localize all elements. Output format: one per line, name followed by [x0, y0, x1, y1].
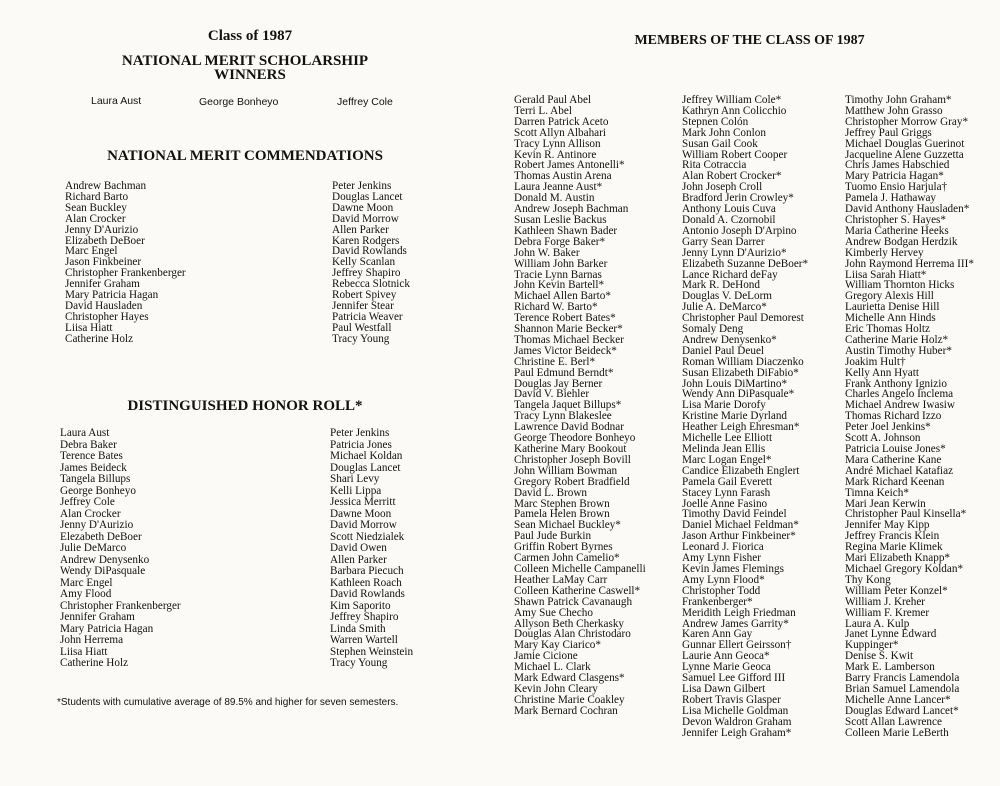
- name-entry: Liisa Hiatt: [60, 645, 108, 658]
- name-entry: Liisa Hiatt: [65, 321, 113, 334]
- name-entry: Antonio Joseph D'Arpino: [682, 224, 797, 237]
- name-entry: Debra Baker: [60, 438, 117, 451]
- name-entry: Julie A. DeMarco*: [682, 301, 767, 314]
- name-entry: Julie DeMarco: [60, 542, 127, 555]
- name-entry: Tracy Young: [332, 332, 390, 345]
- name-entry: Eric Thomas Holtz: [845, 323, 930, 336]
- name-entry: Mark E. Lamberson: [845, 661, 935, 674]
- members-column-3: [845, 95, 974, 738]
- name-entry: Tracie Lynn Barnas: [514, 268, 602, 281]
- name-entry: Liisa Sarah Hiatt*: [845, 268, 927, 281]
- name-entry: Janet Lynne Edward: [845, 628, 937, 641]
- name-entry: Melinda Jean Ellis: [682, 443, 766, 455]
- name-entry: Mark R. DeHond: [682, 279, 760, 292]
- name-entry: John W. Baker: [514, 246, 580, 259]
- name-entry: Patricia Jones: [330, 438, 392, 451]
- name-entry: Devon Waldron Graham: [682, 715, 792, 728]
- name-entry: David V. Biehler: [514, 388, 590, 401]
- name-entry: Douglas V. DeLorm: [682, 290, 773, 303]
- name-entry: William Peter Konzel*: [845, 584, 948, 597]
- name-entry: Paul Westfall: [332, 321, 392, 334]
- name-entry: Kathryn Ann Colicchio: [682, 104, 787, 117]
- name-entry: Allen Parker: [330, 553, 387, 566]
- name-entry: Thomas Austin Arena: [514, 170, 612, 183]
- name-entry: Somaly Deng: [682, 323, 744, 336]
- name-entry: David Morrow: [332, 212, 399, 225]
- name-entry: Laurie Ann Geoca*: [682, 650, 770, 663]
- name-entry: Michael Allen Barto*: [514, 290, 611, 303]
- name-entry: Alan Crocker: [65, 212, 126, 225]
- name-entry: Daniel Michael Feldman*: [682, 519, 799, 532]
- name-entry: Marc Engel: [60, 576, 113, 589]
- name-entry: Christopher Paul Kinsella*: [845, 508, 967, 521]
- name-entry: Lisa Marie Dorofy: [682, 399, 766, 412]
- name-entry: David Rowlands: [330, 588, 405, 601]
- name-entry: Douglas Edward Lancet*: [845, 704, 959, 717]
- name-entry: Gregory Alexis Hill: [845, 290, 934, 303]
- name-entry: Marc Stephen Brown: [514, 497, 610, 510]
- name-entry: Joelle Anne Fasino: [682, 497, 768, 510]
- name-entry: Lawrence David Bodnar: [514, 421, 624, 434]
- name-entry: Anthony Louis Cuva: [682, 203, 776, 216]
- name-entry: Marc Engel: [65, 245, 118, 258]
- name-entry: Dawne Moon: [330, 507, 392, 520]
- name-entry: Scott Allan Lawrence: [845, 715, 942, 728]
- name-entry: Allen Parker: [332, 223, 389, 236]
- name-entry: Shawn Patrick Cavanaugh: [514, 595, 633, 608]
- name-entry: John Raymond Herrema III*: [845, 257, 974, 270]
- name-entry: Jenny Lynn D'Aurizio*: [682, 246, 787, 259]
- name-entry: Kuppinger*: [845, 639, 899, 652]
- name-entry: Daniel Paul Deuel: [682, 344, 765, 357]
- name-entry: Michael Koldan: [330, 450, 403, 463]
- name-entry: David Owen: [330, 542, 387, 555]
- name-entry: Thomas Richard Izzo: [845, 410, 942, 423]
- name-entry: Douglas Lancet: [330, 461, 401, 474]
- name-entry: Paul Jude Burkin: [514, 530, 592, 543]
- name-entry: Mari Jean Kerwin: [845, 497, 926, 510]
- name-entry: John Louis DiMartino*: [682, 377, 788, 390]
- name-entry: Scott A. Johnson: [845, 432, 921, 445]
- name-entry: Marc Logan Engel*: [682, 453, 772, 466]
- name-entry: Mara Catherine Kane: [845, 453, 942, 466]
- name-entry: Jason Arthur Finkbeiner*: [682, 530, 796, 543]
- name-entry: Amy Flood: [60, 588, 112, 601]
- name-entry: Sean Michael Buckley*: [514, 519, 621, 532]
- name-entry: Mary Patricia Hagan: [65, 289, 159, 302]
- name-entry: Robert James Antonelli*: [514, 159, 625, 172]
- name-entry: Tracy Lynn Allison: [514, 137, 601, 150]
- name-entry: Thy Kong: [845, 573, 891, 586]
- winner-1: Laura Aust: [91, 95, 142, 107]
- name-entry: James Victor Beideck*: [514, 344, 617, 357]
- name-entry: Kimberly Hervey: [845, 246, 924, 259]
- name-entry: Tracy Young: [330, 657, 388, 670]
- name-entry: Lisa Dawn Gilbert: [682, 682, 766, 695]
- name-entry: Jeffrey Shapiro: [330, 611, 399, 624]
- name-entry: Mari Elizabeth Knapp*: [845, 552, 951, 565]
- merit-title-line2: WINNERS: [214, 67, 286, 83]
- name-entry: Maria Catherine Heeks: [845, 224, 949, 237]
- name-entry: Gerald Paul Abel: [514, 94, 592, 106]
- name-entry: Douglas Jay Berner: [514, 377, 603, 390]
- name-entry: Wendy Ann DiPasquale*: [682, 388, 795, 401]
- name-entry: John Joseph Croll: [682, 181, 763, 194]
- name-entry: Shari Levy: [330, 473, 380, 486]
- honor-roll-column-1: [60, 428, 181, 670]
- members-title: MEMBERS OF THE CLASS OF 1987: [634, 33, 865, 48]
- name-entry: David L. Brown: [514, 486, 588, 499]
- name-entry: Michael L. Clark: [514, 661, 591, 674]
- name-entry: Tracy Lynn Blakeslee: [514, 410, 612, 423]
- name-entry: Susan Elizabeth DiFabio*: [682, 366, 799, 379]
- name-entry: Richard W. Barto*: [514, 301, 598, 314]
- name-entry: Susan Gail Cook: [682, 137, 758, 150]
- name-entry: Barry Francis Lamendola: [845, 672, 960, 685]
- name-entry: Andrew Joseph Bachman: [514, 203, 629, 216]
- name-entry: Colleen Katherine Caswell*: [514, 584, 641, 597]
- name-entry: Leonard J. Fiorica: [682, 541, 764, 554]
- name-entry: Denise S. Kwit: [845, 650, 914, 663]
- name-entry: Thomas Michael Becker: [514, 333, 624, 346]
- name-entry: Kevin R. Antinore: [514, 148, 597, 161]
- name-entry: Jacqueline Alene Guzzetta: [845, 148, 964, 161]
- name-entry: Jeffrey William Cole*: [682, 94, 782, 106]
- name-entry: Laura Aust: [60, 427, 110, 439]
- name-entry: Christopher Frankenberger: [65, 267, 186, 280]
- name-entry: Allyson Beth Cherkasky: [514, 617, 625, 630]
- name-entry: Shannon Marie Becker*: [514, 323, 623, 336]
- name-entry: William J. Kreher: [845, 595, 926, 608]
- name-entry: Katherine Mary Bookout: [514, 443, 627, 455]
- name-entry: Tuomo Ensio Harjula†: [845, 181, 948, 194]
- name-entry: Pamela Gail Everett: [682, 475, 773, 488]
- honor-roll-title: DISTINGUISHED HONOR ROLL*: [127, 398, 363, 414]
- name-entry: Timothy David Feindel: [682, 508, 787, 521]
- name-entry: Andrew James Garrity*: [682, 617, 789, 630]
- name-entry: Christopher Paul Demorest: [682, 312, 804, 325]
- name-entry: Terence Bates: [60, 450, 123, 463]
- name-entry: Gregory Robert Bradfield: [514, 475, 630, 488]
- name-entry: Gunnar Ellert Geirsson†: [682, 639, 792, 652]
- name-entry: Andrew Denysenko*: [682, 333, 777, 346]
- name-entry: Christopher Hayes: [65, 310, 149, 323]
- winner-2: George Bonheyo: [199, 96, 279, 108]
- name-entry: Timothy John Graham*: [845, 94, 952, 106]
- name-entry: Laura A. Kulp: [845, 617, 910, 630]
- name-entry: Christopher Joseph Bovill: [514, 453, 631, 466]
- name-entry: Andrew Bachman: [65, 180, 147, 192]
- name-entry: Christopher Frankenberger: [60, 599, 181, 612]
- name-entry: Timna Keich*: [845, 486, 909, 499]
- name-entry: Amy Lynn Flood*: [682, 573, 765, 586]
- name-entry: William John Barker: [514, 257, 608, 270]
- name-entry: Lisa Michelle Goldman: [682, 704, 789, 717]
- footnote: *Students with cumulative average of 89.5% and higher for seven semesters.: [57, 697, 399, 708]
- name-entry: Terence Robert Bates*: [514, 312, 616, 325]
- name-entry: Jenny D'Aurizio: [60, 519, 134, 532]
- name-entry: Stacey Lynn Farash: [682, 486, 771, 499]
- honor-roll-column-2: [330, 428, 413, 670]
- name-entry: Jeffrey Paul Griggs: [845, 126, 932, 139]
- name-entry: Jason Finkbeiner: [65, 256, 142, 269]
- name-entry: Alan Robert Crocker*: [682, 170, 782, 183]
- name-entry: Christine E. Berl*: [514, 355, 596, 368]
- name-entry: Jenny D'Aurizio: [65, 223, 139, 236]
- name-entry: David Hausladen: [65, 299, 143, 312]
- name-entry: Samuel Lee Gifford III: [682, 672, 786, 685]
- name-entry: Dawne Moon: [332, 201, 394, 214]
- name-entry: Pamela Helen Brown: [514, 508, 610, 521]
- name-entry: Michelle Ann Hinds: [845, 312, 936, 325]
- name-entry: Darren Patrick Aceto: [514, 115, 609, 128]
- name-entry: Frankenberger*: [682, 595, 753, 608]
- name-entry: Linda Smith: [330, 622, 386, 635]
- name-entry: Stephen Weinstein: [330, 645, 414, 658]
- name-entry: Heather Leigh Ehresman*: [682, 421, 800, 434]
- name-entry: Elizabeth Suzanne DeBoer*: [682, 257, 809, 270]
- name-entry: Michelle Anne Lancer*: [845, 693, 951, 706]
- name-entry: Kevin James Flemings: [682, 562, 784, 575]
- name-entry: Andrew Denysenko: [60, 553, 150, 566]
- name-entry: Mark Richard Keenan: [845, 475, 945, 488]
- name-entry: John Kevin Bartell*: [514, 279, 605, 292]
- name-entry: Chris James Habschied: [845, 159, 950, 172]
- name-entry: Rita Cotraccia: [682, 159, 747, 172]
- members-column-2: [682, 95, 808, 738]
- name-entry: Warren Wartell: [330, 634, 398, 647]
- name-entry: Michael Gregory Koldan*: [845, 562, 964, 575]
- name-entry: Jennifer Leigh Graham*: [682, 726, 792, 739]
- name-entry: Carmen John Camelio*: [514, 552, 620, 565]
- name-entry: William Thornton Hicks: [845, 279, 955, 292]
- name-entry: John William Bowman: [514, 464, 618, 477]
- name-entry: Mary Patricia Hagan*: [845, 170, 944, 183]
- name-entry: Griffin Robert Byrnes: [514, 541, 613, 554]
- name-entry: Kelly Scanlan: [332, 256, 396, 269]
- name-entry: Candice Elizabeth Englert: [682, 464, 800, 477]
- name-entry: Scott Niedzialek: [330, 530, 405, 543]
- name-entry: Michael Andrew Iwasiw: [845, 399, 955, 412]
- name-entry: Donald A. Czornobil: [682, 213, 776, 226]
- name-entry: Garry Sean Darrer: [682, 235, 765, 248]
- name-entry: Scott Allyn Albahari: [514, 126, 606, 139]
- name-entry: Kelli Lippa: [330, 484, 382, 497]
- name-entry: Lynne Marie Geoca: [682, 661, 771, 674]
- name-entry: Tangela Jaquet Billups*: [514, 399, 622, 412]
- name-entry: Rebecca Slotnick: [332, 278, 410, 291]
- name-entry: Christine Marie Coakley: [514, 693, 625, 706]
- name-entry: Stepnen Colón: [682, 115, 749, 128]
- merit-title-line1: NATIONAL MERIT SCHOLARSHIP: [121, 53, 369, 69]
- name-entry: Catherine Holz: [65, 332, 134, 345]
- name-entry: Jamie Cicione: [514, 650, 578, 663]
- name-entry: Karen Rodgers: [332, 234, 400, 247]
- commendations-title: NATIONAL MERIT COMMENDATIONS: [107, 148, 383, 164]
- name-entry: Mark John Conlon: [682, 126, 766, 139]
- name-entry: Christopher S. Hayes*: [845, 213, 946, 226]
- name-entry: Douglas Lancet: [332, 190, 403, 203]
- name-entry: Debra Forge Baker*: [514, 235, 606, 248]
- name-entry: George Bonheyo: [60, 484, 136, 497]
- name-entry: Susan Leslie Backus: [514, 213, 607, 226]
- name-entry: John Herrema: [60, 634, 124, 647]
- commendations-column-2: [332, 181, 410, 345]
- name-entry: Jessica Merritt: [330, 496, 396, 509]
- name-entry: Amy Sue Checho: [514, 606, 593, 619]
- name-entry: Barbara Piecuch: [330, 565, 404, 578]
- name-entry: Kelly Ann Hyatt: [845, 366, 919, 379]
- name-entry: Wendy DiPasquale: [60, 565, 146, 578]
- name-entry: Catherine Holz: [60, 657, 129, 670]
- name-entry: Peter Joel Jenkins*: [845, 421, 931, 434]
- name-entry: Karen Ann Gay: [682, 628, 753, 641]
- name-entry: Robert Travis Glasper: [682, 693, 781, 706]
- name-entry: Laura Jeanne Aust*: [514, 181, 603, 194]
- name-entry: Jennifer Graham: [65, 278, 140, 291]
- name-entry: Joakim Hult†: [845, 355, 906, 368]
- name-entry: Regina Marie Klimek: [845, 541, 943, 554]
- name-entry: Catherine Marie Holz*: [845, 333, 949, 346]
- name-entry: James Beideck: [60, 461, 127, 474]
- name-entry: Jeffrey Cole: [60, 496, 115, 509]
- name-entry: Terri L. Abel: [514, 104, 572, 117]
- name-entry: Lance Richard deFay: [682, 268, 778, 281]
- winner-3: Jeffrey Cole: [337, 96, 393, 108]
- name-entry: Kim Saporito: [330, 599, 391, 612]
- name-entry: Brian Samuel Lamendola: [845, 682, 960, 695]
- name-entry: Kathleen Roach: [330, 576, 402, 589]
- name-entry: Mark Bernard Cochran: [514, 704, 618, 717]
- name-entry: Mark Edward Clasgens*: [514, 672, 625, 685]
- name-entry: Laurietta Denise Hill: [845, 301, 940, 314]
- name-entry: Kathleen Shawn Bader: [514, 224, 618, 237]
- name-entry: Andrew Bodgan Herdzik: [845, 235, 958, 248]
- name-entry: Jennifer May Kipp: [845, 519, 930, 532]
- name-entry: Colleen Marie LeBerth: [845, 726, 949, 739]
- name-entry: George Theodore Bonheyo: [514, 432, 636, 445]
- name-entry: Peter Jenkins: [332, 180, 392, 192]
- name-entry: Richard Barto: [65, 190, 129, 203]
- name-entry: Heather LaMay Carr: [514, 573, 608, 586]
- name-entry: Michelle Lee Elliott: [682, 432, 773, 445]
- name-entry: André Michael Katafiaz: [845, 464, 954, 477]
- name-entry: Alan Crocker: [60, 507, 121, 520]
- name-entry: Kevin John Cleary: [514, 682, 598, 695]
- name-entry: Elizabeth DeBoer: [65, 234, 145, 247]
- name-entry: David Anthony Hausladen*: [845, 203, 970, 216]
- name-entry: Peter Jenkins: [330, 427, 390, 439]
- name-entry: David Morrow: [330, 519, 397, 532]
- name-entry: Christopher Todd: [682, 584, 761, 597]
- name-entry: William Robert Cooper: [682, 148, 788, 161]
- name-entry: Paul Edmund Berndt*: [514, 366, 614, 379]
- name-entry: David Rowlands: [332, 245, 407, 258]
- name-entry: Patricia Louise Jones*: [845, 443, 946, 455]
- name-entry: Frank Anthony Ignizio: [845, 377, 947, 390]
- name-entry: Meridith Leigh Friedman: [682, 606, 796, 619]
- name-entry: Colleen Michelle Campanelli: [514, 562, 646, 575]
- name-entry: Jeffrey Shapiro: [332, 267, 401, 280]
- name-entry: Jennifer Graham: [60, 611, 135, 624]
- class-title: Class of 1987: [207, 28, 293, 44]
- name-entry: Christopher Morrow Gray*: [845, 115, 969, 128]
- name-entry: Roman William Diaczenko: [682, 355, 804, 368]
- name-entry: Charles Angelo Inclema: [845, 388, 954, 401]
- name-entry: Michael Douglas Guerinot: [845, 137, 965, 150]
- name-entry: Jennifer Stear: [332, 299, 394, 312]
- name-entry: Matthew John Grasso: [845, 104, 943, 117]
- name-entry: Amy Lynn Fisher: [682, 552, 761, 565]
- name-entry: William F. Kremer: [845, 606, 930, 619]
- name-entry: Austin Timothy Huber*: [845, 344, 952, 357]
- name-entry: Donald M. Austin: [514, 192, 595, 205]
- name-entry: Elezabeth DeBoer: [60, 530, 142, 543]
- name-entry: Patricia Weaver: [332, 310, 403, 323]
- name-entry: Douglas Alan Christodaro: [514, 628, 631, 641]
- name-entry: Tangela Billups: [60, 473, 131, 486]
- name-entry: Mary Kay Ciarico*: [514, 639, 601, 652]
- members-column-1: [514, 95, 646, 717]
- name-entry: Jeffrey Francis Klein: [845, 530, 940, 543]
- name-entry: Mary Patricia Hagan: [60, 622, 154, 635]
- name-entry: Kristine Marie Dyrland: [682, 410, 788, 423]
- name-entry: Sean Buckley: [65, 201, 127, 214]
- commendations-column-1: [65, 181, 186, 345]
- name-entry: Bradford Jerin Crowley*: [682, 192, 794, 205]
- name-entry: Robert Spivey: [332, 289, 397, 302]
- name-entry: Pamela J. Hathaway: [845, 192, 937, 205]
